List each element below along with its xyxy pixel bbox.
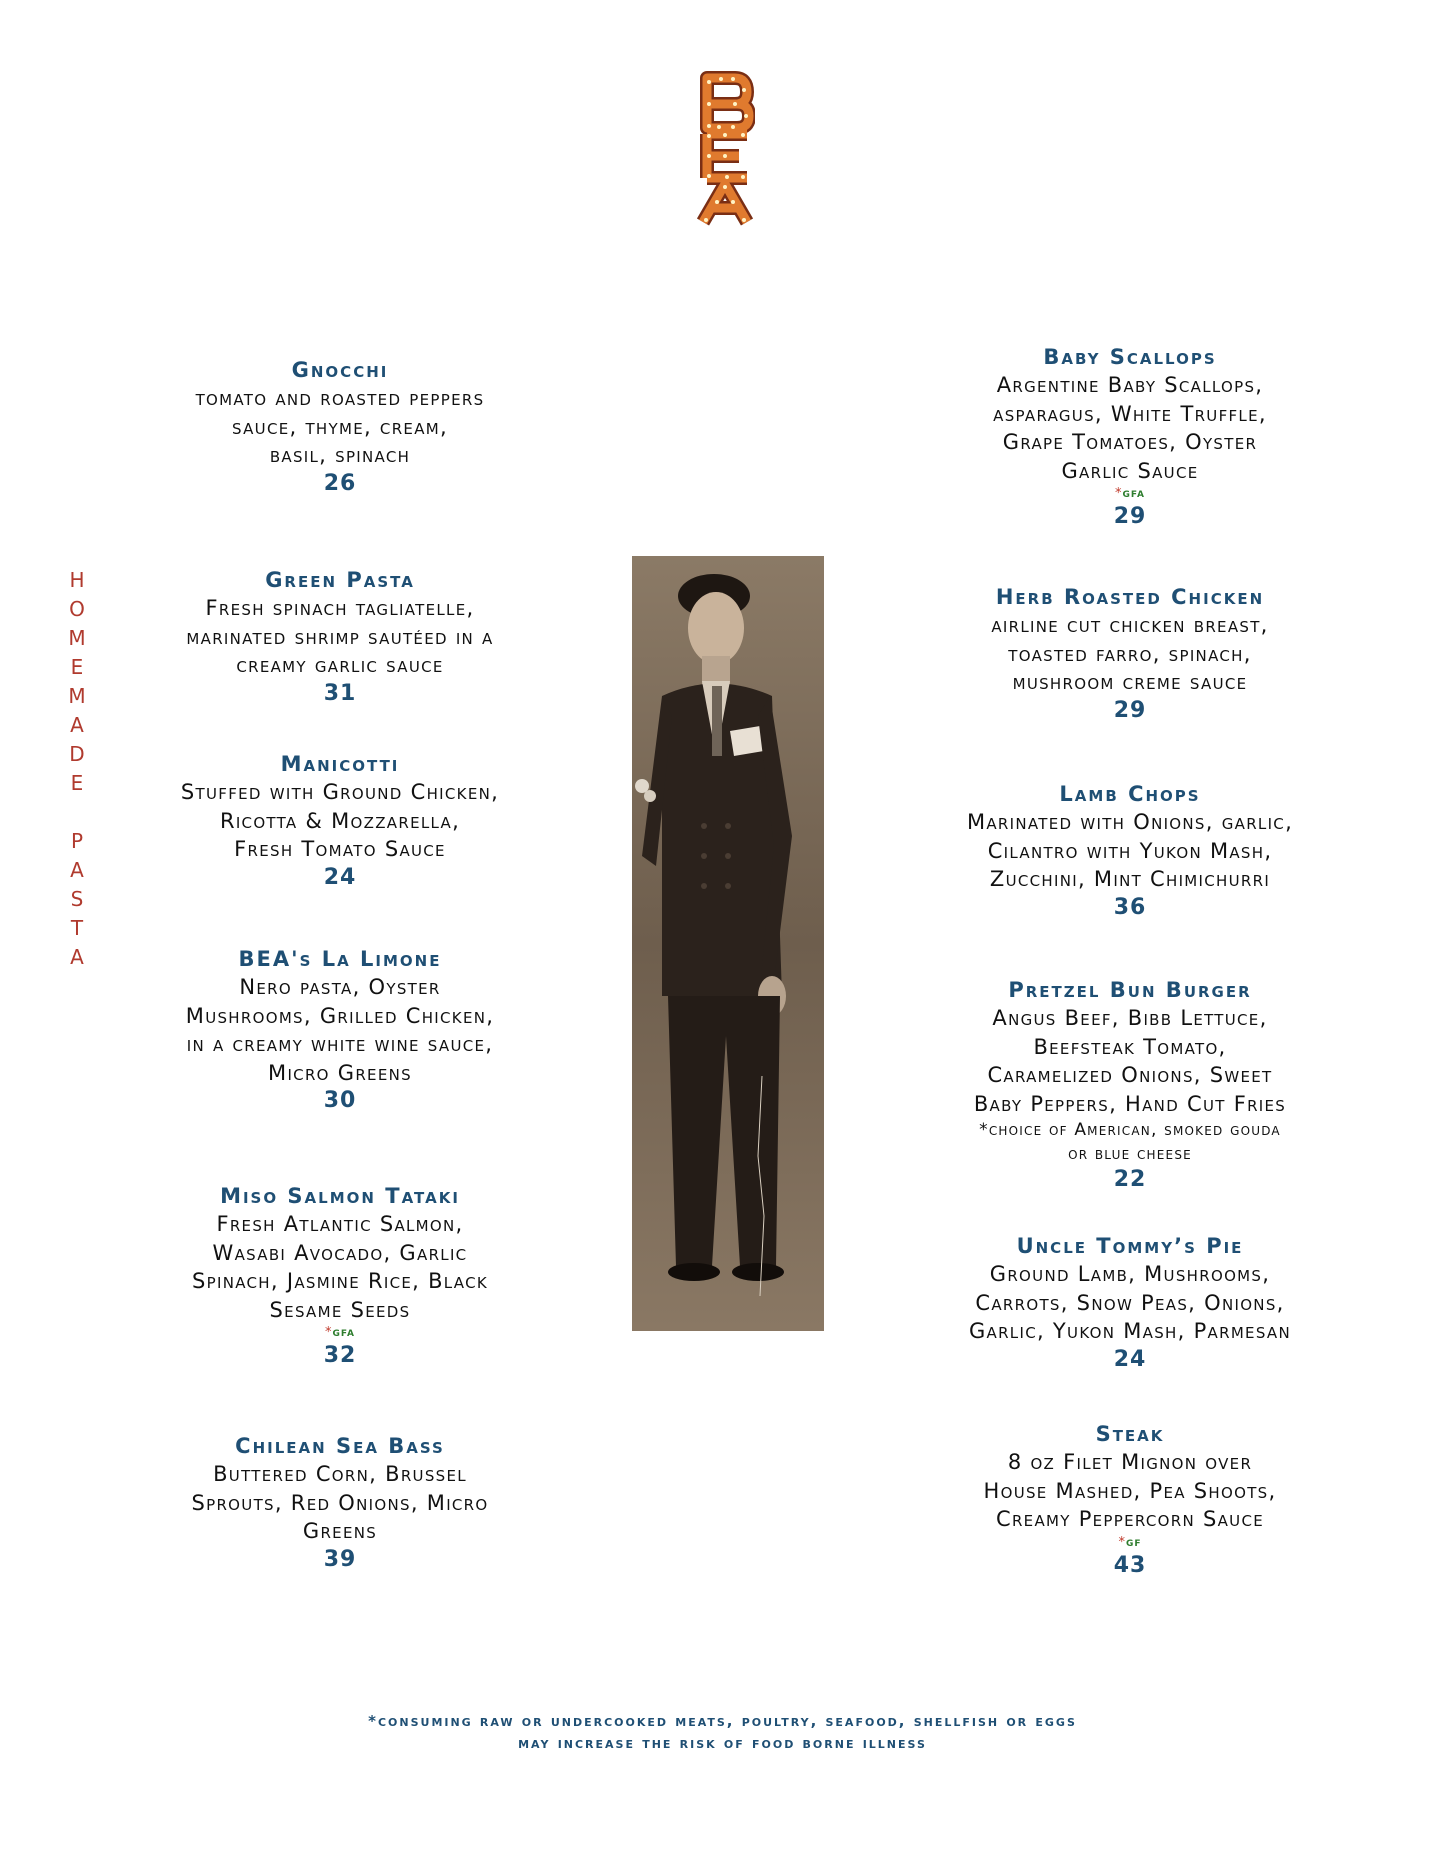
- item-desc-line: Marinated with Onions, garlic,: [966, 810, 1294, 834]
- item-desc-line: Wasabi Avocado, Garlic: [212, 1240, 468, 1265]
- menu-item: [895, 1232, 1365, 1374]
- item-desc-line: creamy garlic sauce: [236, 653, 444, 677]
- menu-item: [110, 566, 570, 708]
- side-label-letter: E: [70, 655, 84, 679]
- item-name: Chilean Sea Bass: [235, 1434, 445, 1458]
- item-desc-line: Greens: [302, 1519, 378, 1543]
- item-desc-line: in a creamy white wine sauce,: [186, 1032, 494, 1056]
- item-name: Green Pasta: [265, 568, 415, 592]
- menu-item: [895, 1420, 1365, 1580]
- item-desc-line: airline cut chicken breast,: [991, 613, 1269, 637]
- item-desc-line: Garlic, Yukon Mash, Parmesan: [968, 1319, 1292, 1343]
- vintage-portrait-photo: [632, 556, 824, 1331]
- item-desc-line: Argentine Baby Scallops,: [996, 373, 1264, 397]
- item-desc-line: Fresh Atlantic Salmon,: [216, 1212, 464, 1236]
- item-name: Lamb Chops: [1059, 782, 1201, 806]
- item-price: 24: [323, 864, 357, 890]
- item-price: 29: [1113, 697, 1147, 723]
- menu-item: [895, 343, 1365, 531]
- side-label-letter: [62, 798, 92, 827]
- disclaimer-line: may increase the risk of food borne illness: [518, 1734, 927, 1752]
- item-desc-line: Baby Peppers, Hand Cut Fries: [973, 1091, 1287, 1116]
- side-label-letter: M: [68, 684, 86, 708]
- disclaimer-line: *consuming raw or undercooked meats, poultry, seafood, shellfish or eggs: [368, 1712, 1077, 1730]
- menu-item: [110, 945, 570, 1115]
- side-label-letter: A: [70, 713, 84, 737]
- item-desc-line: Zucchini, Mint Chimichurri: [989, 867, 1271, 891]
- side-label-letter: A: [70, 858, 84, 882]
- item-desc-line: Sprouts, Red Onions, Micro: [191, 1490, 489, 1515]
- item-desc-line: marinated shrimp sautéed in a: [186, 624, 494, 649]
- item-desc-line: basil, spinach: [269, 443, 411, 467]
- menu-item: [895, 583, 1365, 725]
- item-desc-line: Micro Greens: [268, 1060, 412, 1085]
- item-desc-line: Spinach, Jasmine Rice, Black: [192, 1269, 488, 1293]
- item-desc-line: Beefsteak Tomato,: [1033, 1034, 1227, 1059]
- side-label-letter: S: [70, 887, 84, 911]
- item-desc-line: Ground Lamb, Mushrooms,: [989, 1262, 1271, 1286]
- side-label-letter: A: [70, 945, 84, 969]
- item-desc-line: Cilantro with Yukon Mash,: [987, 838, 1273, 863]
- item-name: Herb Roasted Chicken: [995, 585, 1265, 609]
- item-desc-line: sauce, thyme, cream,: [232, 414, 448, 439]
- item-desc-line: Buttered Corn, Brussel: [213, 1462, 467, 1486]
- item-desc-line: toasted farro, spinach,: [1008, 641, 1252, 666]
- item-name: BEA's La Limone: [238, 947, 442, 971]
- item-desc-line: Ricotta & Mozzarella,: [219, 808, 461, 833]
- item-desc-line: Fresh Tomato Sauce: [234, 837, 446, 861]
- menu-item: [895, 976, 1365, 1194]
- item-price: 29: [1113, 504, 1147, 529]
- gluten-free-tag: *gfa: [1115, 486, 1145, 501]
- item-price: 22: [1113, 1167, 1147, 1192]
- item-desc-line: Creamy Peppercorn Sauce: [995, 1507, 1264, 1531]
- menu-item: [110, 1182, 570, 1370]
- item-price: 31: [323, 680, 357, 706]
- item-desc-line: Angus Beef, Bibb Lettuce,: [992, 1006, 1268, 1030]
- item-desc-line: Sesame Seeds: [269, 1297, 411, 1322]
- item-price: 32: [323, 1343, 357, 1368]
- item-name: Steak: [1095, 1422, 1165, 1446]
- item-name: Miso Salmon Tataki: [220, 1184, 460, 1208]
- side-label-letter: M: [68, 626, 86, 650]
- item-name: Gnocchi: [291, 358, 389, 382]
- item-desc-line: Mushrooms, Grilled Chicken,: [185, 1003, 495, 1028]
- item-desc-line: tomato and roasted peppers: [195, 386, 485, 410]
- item-note-line: or blue cheese: [1068, 1144, 1192, 1164]
- side-label-letter: E: [70, 771, 84, 795]
- item-desc-line: Stuffed with Ground Chicken,: [180, 780, 500, 804]
- item-name: Pretzel Bun Burger: [1008, 978, 1252, 1002]
- homemade-pasta-label: [62, 566, 92, 972]
- item-desc-line: Garlic Sauce: [1061, 458, 1199, 483]
- item-desc-line: House Mashed, Pea Shoots,: [983, 1478, 1277, 1503]
- item-desc-line: mushroom creme sauce: [1012, 670, 1248, 694]
- menu-item: [110, 356, 570, 498]
- item-name: Baby Scallops: [1043, 345, 1217, 369]
- food-safety-disclaimer: [0, 1710, 1445, 1754]
- item-price: 24: [1113, 1346, 1147, 1372]
- side-label-letter: O: [69, 597, 85, 621]
- item-name: Uncle Tommy’s Pie: [1016, 1234, 1244, 1258]
- side-label-letter: P: [70, 829, 84, 853]
- item-price: 39: [323, 1546, 357, 1572]
- item-price: 26: [323, 470, 357, 496]
- menu-item: [895, 780, 1365, 922]
- item-desc-line: asparagus, White Truffle,: [993, 401, 1267, 426]
- item-price: 43: [1113, 1552, 1147, 1578]
- item-name: Manicotti: [280, 752, 400, 776]
- side-label-letter: D: [69, 742, 85, 766]
- item-desc-line: Caramelized Onions, Sweet: [987, 1063, 1273, 1087]
- item-desc-line: Nero pasta, Oyster: [239, 975, 441, 999]
- item-desc-line: Carrots, Snow Peas, Onions,: [975, 1290, 1285, 1315]
- item-note-line: *choice of American, smoked gouda: [979, 1120, 1281, 1140]
- menu-item: [110, 750, 570, 892]
- gluten-free-tag: *gfa: [325, 1325, 355, 1340]
- item-desc-line: 8 oz Filet Mignon over: [1007, 1450, 1253, 1474]
- item-desc-line: Grape Tomatoes, Oyster: [1002, 430, 1258, 454]
- side-label-letter: H: [69, 568, 85, 592]
- item-price: 36: [1113, 894, 1147, 920]
- menu-item: [110, 1432, 570, 1574]
- gluten-free-tag: *gf: [1118, 1534, 1142, 1550]
- item-price: 30: [323, 1088, 357, 1113]
- side-label-letter: T: [70, 916, 84, 940]
- bea-logo: [695, 70, 755, 230]
- item-desc-line: Fresh spinach tagliatelle,: [205, 596, 475, 620]
